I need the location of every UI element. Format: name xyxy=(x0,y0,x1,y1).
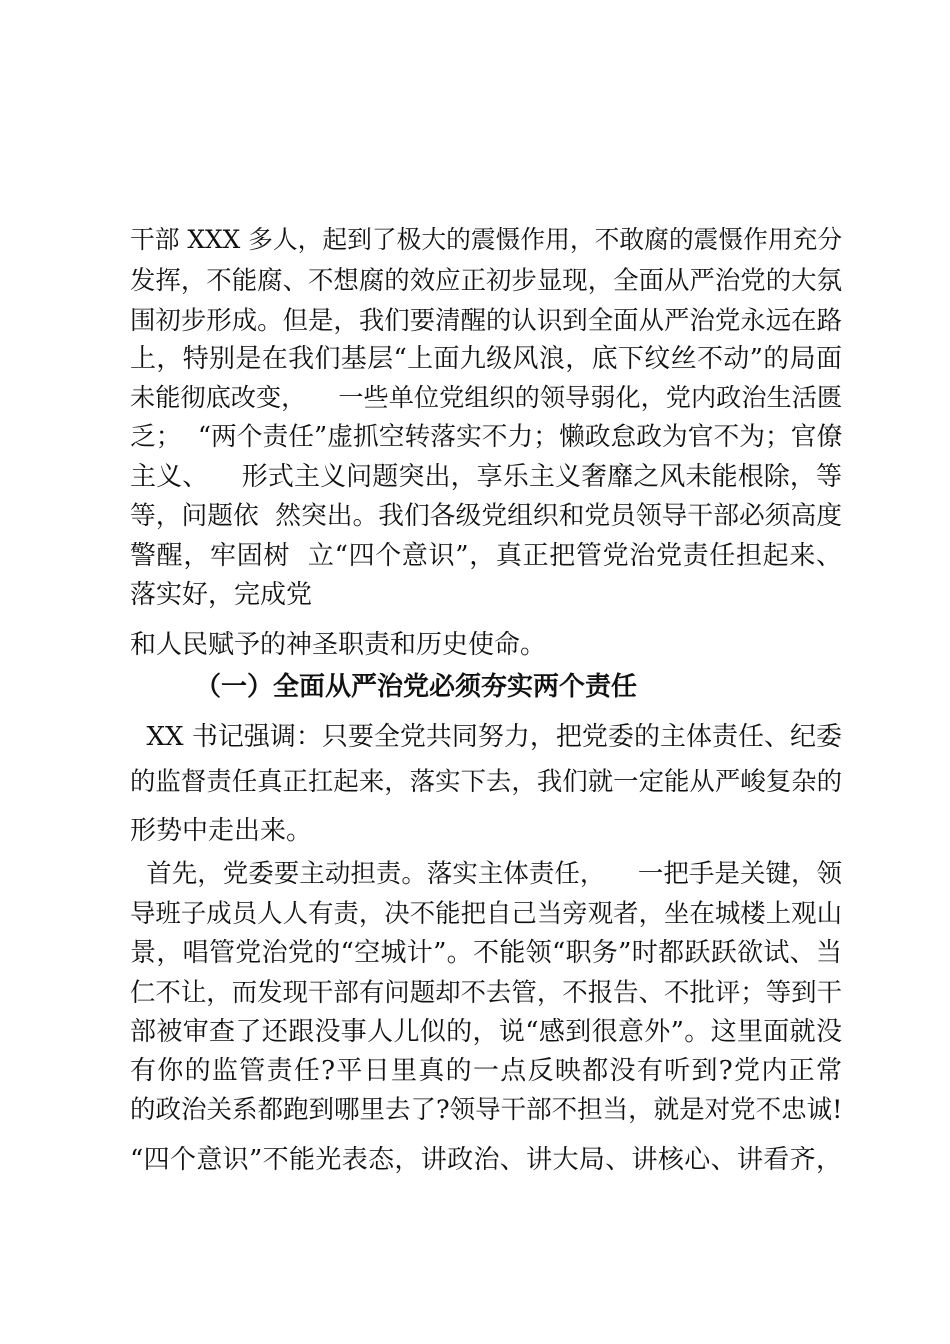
body-text-line: 上，特别是在我们基层“上面九级风浪，底下纹丝不动”的局面 xyxy=(130,344,842,374)
body-text-line: “四个意识”不能光表态，讲政治、讲大局、讲核心、讲看齐， xyxy=(130,1145,842,1175)
body-text-line: 形势中走出来。 xyxy=(130,816,313,846)
body-text-line: 导班子成员人人有责，决不能把自己当旁观者，坐在城楼上观山 xyxy=(130,898,842,928)
body-text-line: 警醒，牢固树 立“四个意识”，真正把管党治党责任担起来、 xyxy=(130,541,842,571)
body-text-line: 的政治关系都跑到哪里去了?领导干部不担当，就是对党不忠诚! xyxy=(130,1095,843,1125)
body-text-line: 仁不让，而发现干部有问题却不去管，不报告、不批评；等到干 xyxy=(130,977,842,1007)
body-text-line: 的监督责任真正扛起来，落实下去，我们就一定能从严峻复杂的 xyxy=(130,766,842,796)
body-text-line: 和人民赋予的神圣职责和历史使命。 xyxy=(130,630,547,660)
body-text-line: 发挥，不能腐、不想腐的效应正初步显现，全面从严治党的大氛 xyxy=(130,265,842,295)
body-text-line: 未能彻底改变， 一些单位党组织的领导弱化，党内政治生活匮 xyxy=(130,383,843,412)
body-text-line: 等，问题依 然突出。我们各级党组织和党员领导干部必须高度 xyxy=(130,501,842,531)
body-text-line: 有你的监管责任?平日里真的一点反映都没有听到?党内正常 xyxy=(130,1056,842,1086)
body-text-line: 干部 XXX 多人，起到了极大的震慑作用，不敢腐的震慑作用充分 xyxy=(130,225,843,254)
body-text-line: 落实好，完成党 xyxy=(130,580,313,610)
body-text-line: 部被审查了还跟没事人儿似的，说“感到很意外”。这里面就没 xyxy=(130,1017,842,1047)
body-text-line: XX 书记强调：只要全党共同努力，把党委的主体责任、纪委 xyxy=(130,722,842,752)
body-text-line: 乏； “两个责任”虚抓空转落实不力；懒政怠政为官不为；官僚 xyxy=(130,422,843,452)
body-text-line: 景，唱管党治党的“空城计”。不能领“职务”时都跃跃欲试、当 xyxy=(130,938,842,968)
body-text-line: 首先，党委要主动担责。落实主体责任， 一把手是关键，领 xyxy=(130,859,842,889)
body-text-line: 围初步形成。但是，我们要清醒的认识到全面从严治党永远在路 xyxy=(130,305,842,335)
section-heading: （一）全面从严治党必须夯实两个责任 xyxy=(195,672,638,702)
body-text-line: 主义、 形式主义问题突出，享乐主义奢靡之风未能根除，等 xyxy=(130,462,842,492)
